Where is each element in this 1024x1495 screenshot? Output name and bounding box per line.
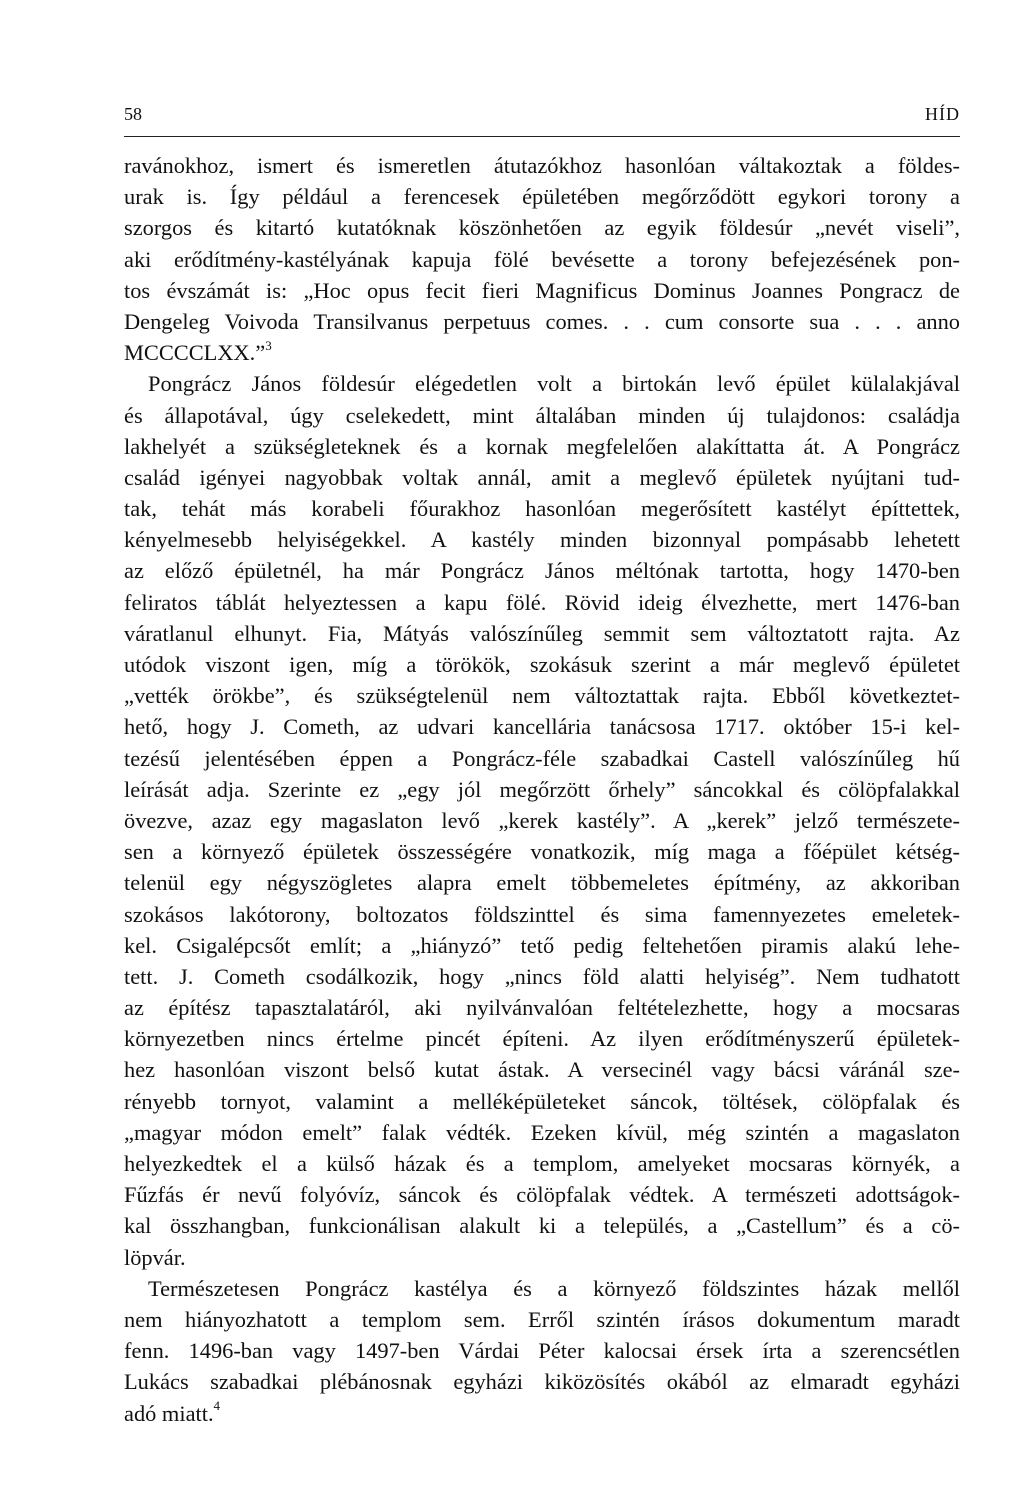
text-line: az építész tapasztalatáról, aki nyilvánvalóan feltételezhette, hogy a mocsaras	[124, 995, 960, 1021]
text-line: és állapotával, úgy cselekedett, mint általában minden új tulajdonos: családja	[124, 402, 960, 428]
text-line: környezetben nincs értelme pincét építeni. Az ilyen erődítményszerű épületek-	[124, 1026, 960, 1052]
text-line: szorgos és kitartó kutatóknak köszönhetően az egyik földesúr „nevét viseli”,	[124, 215, 960, 241]
text-line: Fűzfás ér nevű folyóvíz, sáncok és cölöpfalak védtek. A természeti adottságok-	[124, 1182, 960, 1208]
text-line-last	[124, 1398, 960, 1429]
text-line: adó miatt.	[124, 1400, 214, 1426]
text-line: kényelmesebb helyiségekkel. A kastély minden bizonnyal pompásabb lehetett	[124, 527, 960, 553]
text-line: tak, tehát más korabeli főurakhoz hasonlóan megerősített kastélyt építtettek,	[124, 496, 960, 522]
text-line: hető, hogy J. Cometh, az udvari kancellária tanácsosa 1717. október 15-i kel-	[124, 714, 960, 740]
text-line: aki erődítmény-kastélyának kapuja fölé bevésette a torony befejezésének pon-	[124, 246, 960, 272]
text-line: „magyar módon emelt” falak védték. Ezeken kívül, még szintén a magaslaton	[124, 1119, 960, 1145]
text-line: Lukács szabadkai plébánosnak egyházi kiközösítés okából az elmaradt egyházi	[124, 1369, 960, 1395]
text-line: az előző épületnél, ha már Pongrácz János méltónak tartotta, hogy 1470-ben	[124, 558, 960, 584]
text-line: lakhelyét a szükségleteknek és a kornak megfelelően alakíttatta át. A Pongrácz	[124, 433, 960, 459]
text-line: löpvár.	[124, 1244, 186, 1270]
text-line: hez hasonlóan viszont belső kutat ástak. A versecinél vagy bácsi váránál sze-	[124, 1057, 960, 1083]
body-text	[124, 150, 960, 1429]
text-line: telenül egy négyszögletes alapra emelt többemeletes építmény, az akkoriban	[124, 870, 960, 896]
text-line: tezésű jelentésében éppen a Pongrácz-féle szabadkai Castell valószínűleg hű	[124, 745, 960, 771]
text-line: „vették örökbe”, és szükségtelenül nem változtattak rajta. Ebből következtet-	[124, 683, 960, 709]
text-line: tett. J. Cometh csodálkozik, hogy „nincs föld alatti helyiség”. Nem tudhatott	[124, 963, 960, 989]
text-line: Dengeleg Voivoda Transilvanus perpetuus comes. . . cum consorte sua . . . anno	[124, 308, 960, 334]
text-line: urak is. Így például a ferencesek épületében megőrződött egykori torony a	[124, 184, 960, 210]
text-line: ravánokhoz, ismert és ismeretlen átutazókhoz hasonlóan váltakoztak a földes-	[124, 153, 960, 178]
text-line: nem hiányozhatott a templom sem. Erről szintén írásos dokumentum maradt	[124, 1306, 960, 1332]
page-number: 58	[124, 104, 142, 124]
text-line: rényebb tornyot, valamint a melléképületeket sáncok, töltések, cölöpfalak és	[124, 1088, 960, 1114]
text-line: helyezkedtek el a külső házak és a templom, amelyeket mocsaras környék, a	[124, 1151, 960, 1176]
text-line: váratlanul elhunyt. Fia, Mátyás valószínűleg semmit sem változtatott rajta. Az	[124, 620, 960, 646]
text-line: tos évszámát is: „Hoc opus fecit fieri Magnificus Dominus Joannes Pongracz de	[124, 277, 960, 303]
text-line: utódok viszont igen, míg a törökök, szokásuk szerint a már meglevő épületet	[124, 652, 960, 677]
text-line: kal összhangban, funkcionálisan alakult ki a település, a „Castellum” és a cö-	[124, 1213, 960, 1239]
text-line: MCCCCLXX.”	[124, 340, 266, 366]
text-line: övezve, azaz egy magaslaton levő „kerek kastély”. A „kerek” jelző természete-	[124, 807, 960, 833]
text-line: leírását adja. Szerinte ez „egy jól megőrzött őrhely” sáncokkal és cölöpfalakkal	[124, 776, 960, 802]
text-line: sen a környező épületek összességére vonatkozik, míg maga a főépület kétség-	[124, 839, 960, 865]
footnote-ref: 4	[213, 1398, 221, 1414]
text-line: kel. Csigalépcsőt említ; a „hiányzó” tető pedig feltehetően piramis alakú lehe-	[124, 932, 960, 958]
text-line: fenn. 1496-ban vagy 1497-ben Várdai Péter kalocsai érsek írta a szerencsétlen	[124, 1338, 960, 1364]
page-header	[124, 104, 960, 137]
text-line: család igényei nagyobbak voltak annál, amit a meglevő épületek nyújtani tud-	[124, 464, 960, 490]
running-title: HÍD	[925, 104, 960, 124]
text-line: szokásos lakótorony, boltozatos földszinttel és sima famennyezetes emeletek-	[124, 901, 960, 927]
text-line: feliratos táblát helyeztessen a kapu fölé. Rövid ideig élvezhette, mert 1476-ban	[124, 589, 960, 615]
text-line: Természetesen Pongrácz kastélya és a környező földszintes házak mellől	[148, 1275, 960, 1301]
text-line: Pongrácz János földesúr elégedetlen volt a birtokán levő épület külalakjával	[148, 371, 960, 397]
footnote-ref: 3	[265, 337, 272, 353]
text-line-last	[124, 337, 960, 368]
